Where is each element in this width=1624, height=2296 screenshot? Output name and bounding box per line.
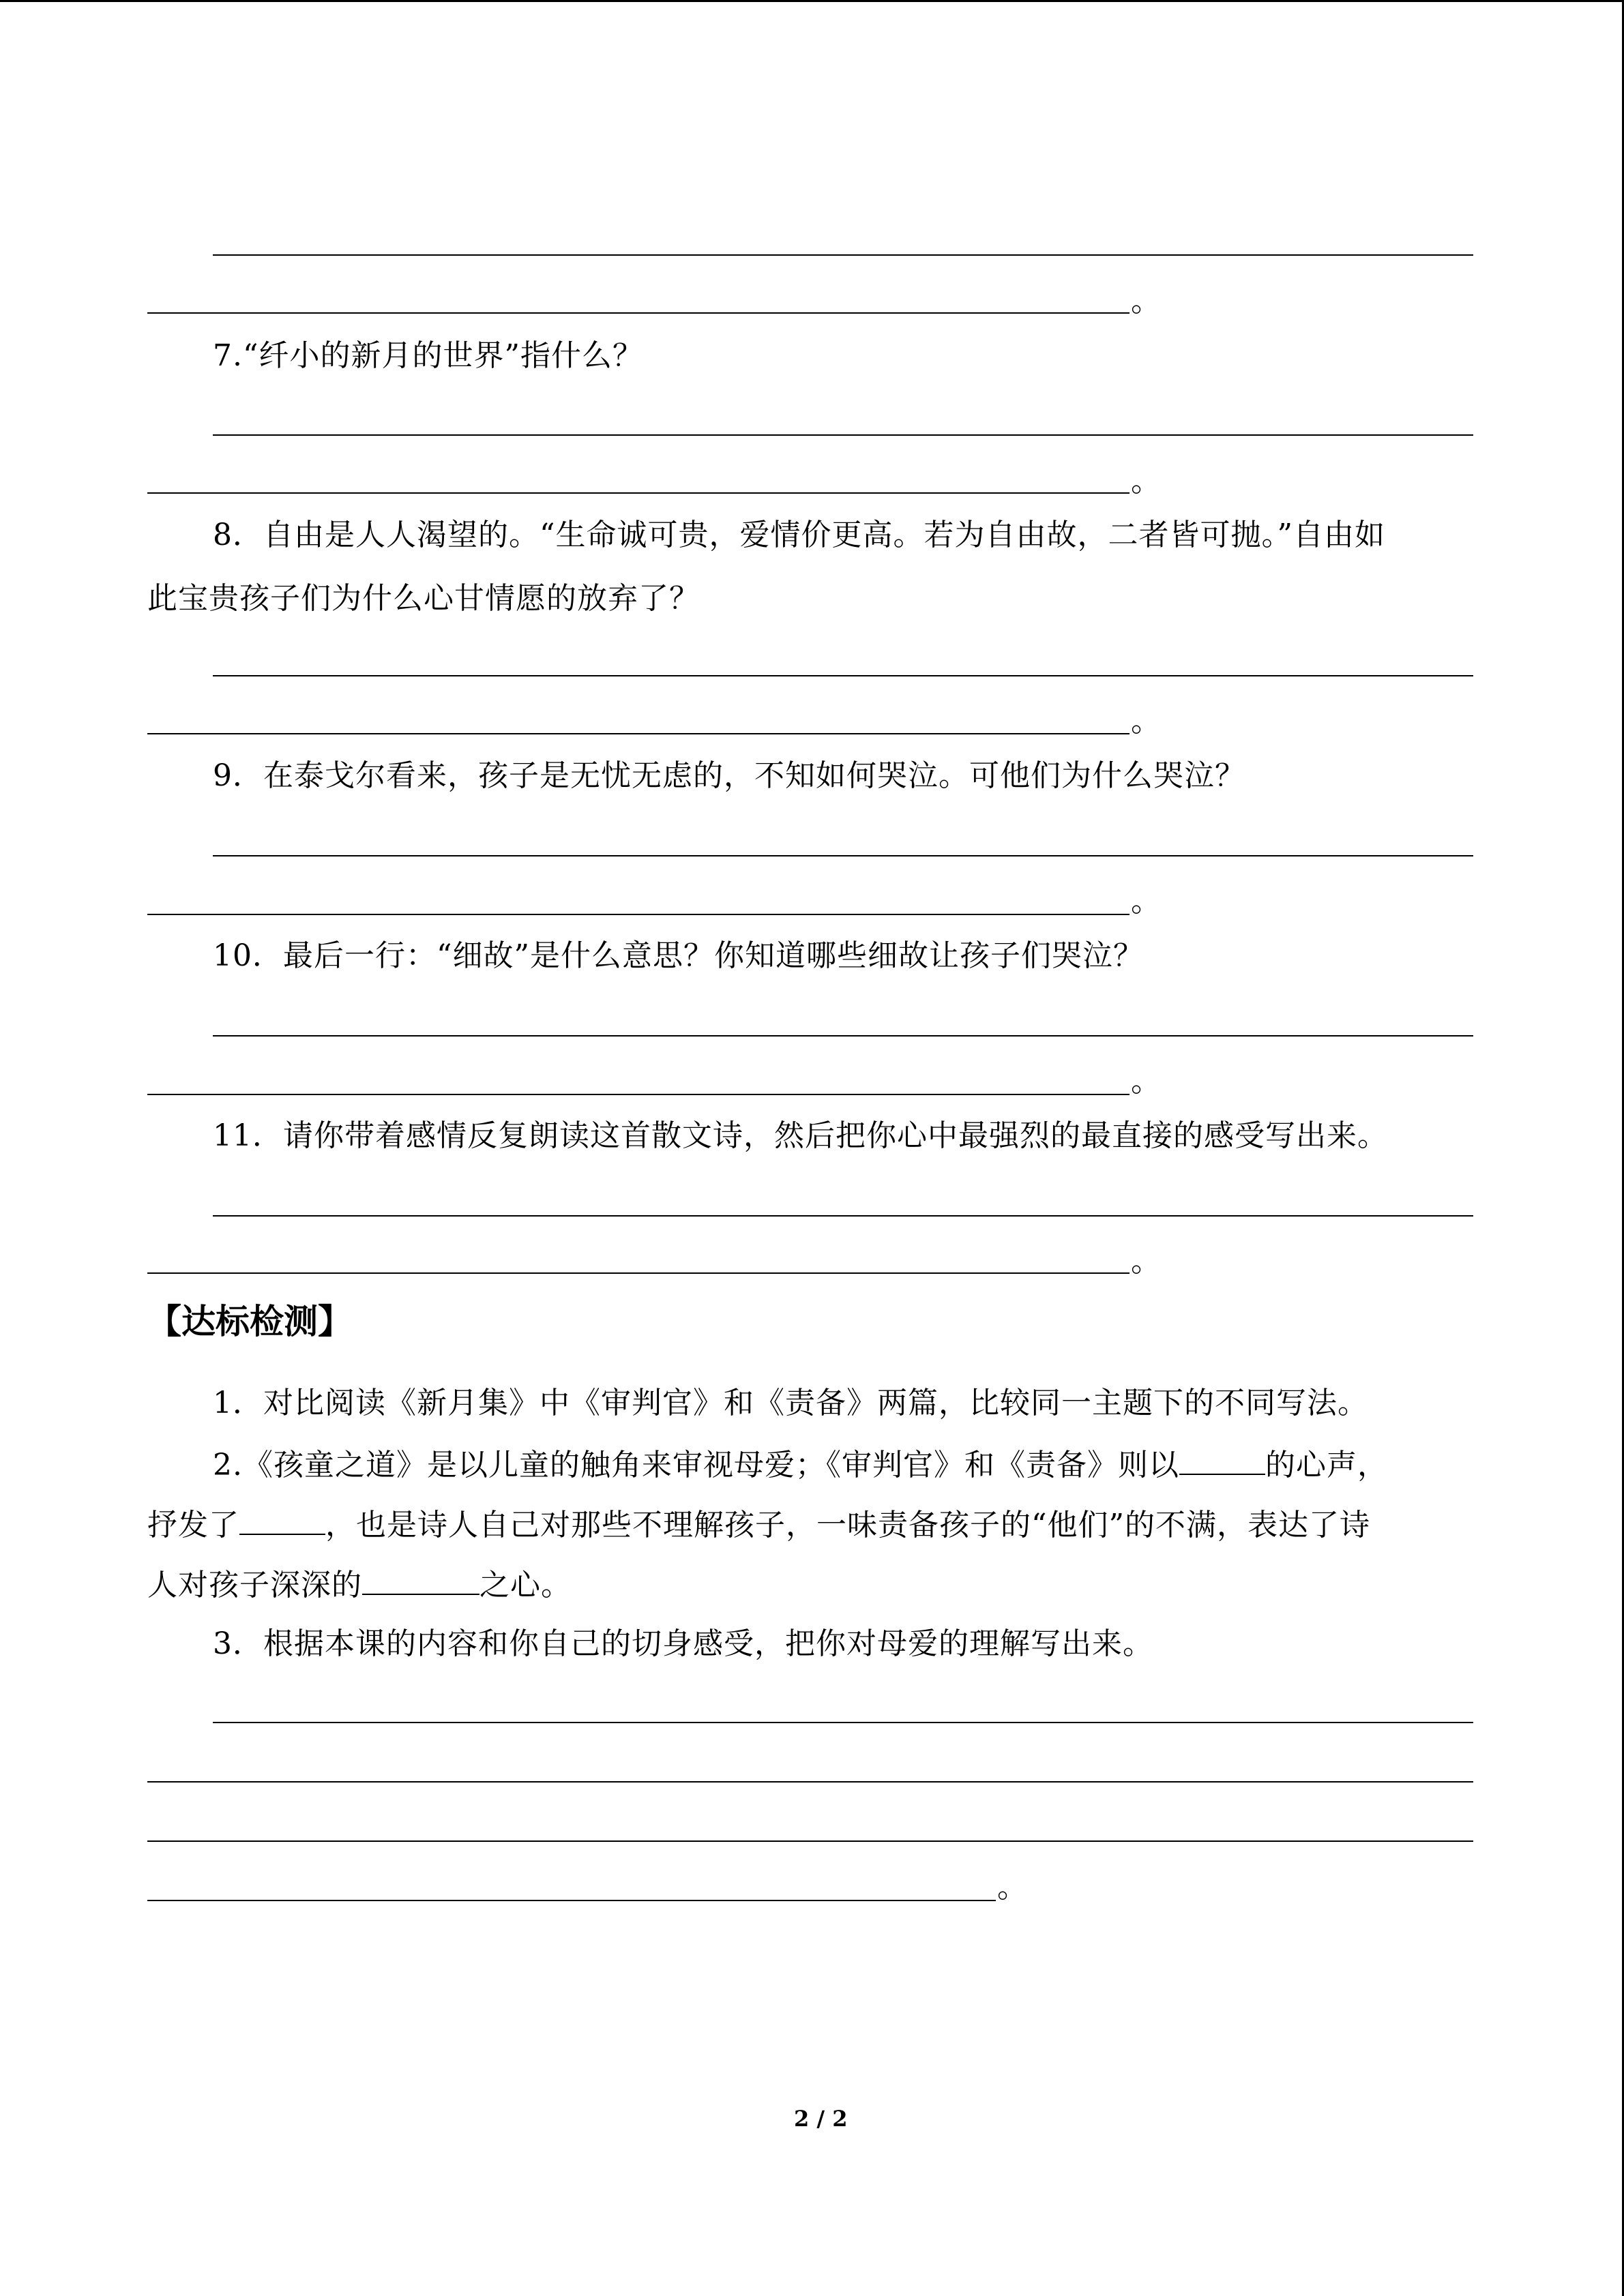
fill-blank[interactable]: [1179, 1444, 1265, 1475]
question-9: 9．在泰戈尔看来，孩子是无忧无虑的，不知如何哭泣。可他们为什么哭泣？: [213, 758, 1245, 793]
question-7: 7.“纤小的新月的世界”指什么？: [213, 338, 643, 373]
answer-line[interactable]: [213, 1215, 1473, 1217]
answer-line[interactable]: [213, 254, 1473, 256]
answer-line[interactable]: [147, 1272, 1130, 1274]
question-11: 11．请你带着感情反复朗读这首散文诗，然后把你心中最强烈的最直接的感受写出来。: [213, 1118, 1388, 1153]
answer-line[interactable]: [213, 855, 1473, 856]
top-border: [0, 0, 1624, 2]
period-mark: 。: [997, 1870, 1027, 1905]
item-3: 3．根据本课的内容和你自己的切身感受，把你对母爱的理解写出来。: [213, 1626, 1153, 1661]
answer-line[interactable]: [213, 1722, 1473, 1723]
item-2-line-3: [147, 1564, 572, 1606]
period-mark: 。: [1131, 884, 1161, 919]
fill-blank[interactable]: [239, 1504, 325, 1535]
fill-blank[interactable]: [362, 1564, 479, 1595]
answer-line[interactable]: [147, 1781, 1473, 1783]
period-mark: 。: [1131, 1064, 1161, 1099]
item-2-text-a: 2.《孩童之道》是以儿童的触角来审视母爱；《审判官》和《责备》则以: [213, 1448, 1179, 1482]
item-1: 1．对比阅读《新月集》中《审判官》和《责备》两篇，比较同一主题下的不同写法。: [213, 1386, 1368, 1420]
answer-line[interactable]: [147, 1900, 996, 1901]
item-2-text-c: 抒发了: [147, 1508, 239, 1542]
question-8-line-1: 8．自由是人人渴望的。“生命诚可贵，爱情价更高。若为自由故，二者皆可抛。”自由如: [213, 518, 1385, 552]
answer-line[interactable]: [213, 434, 1473, 436]
answer-line[interactable]: [213, 1035, 1473, 1037]
item-2-text-d: ，也是诗人自己对那些不理解孩子，一味责备孩子的“他们”的不满，表达了诗: [325, 1508, 1370, 1542]
answer-line[interactable]: [147, 1840, 1473, 1842]
question-10: 10．最后一行：“细故”是什么意思？你知道哪些细故让孩子们哭泣？: [213, 938, 1144, 973]
answer-line[interactable]: [147, 914, 1130, 915]
answer-line[interactable]: [147, 312, 1130, 314]
item-2-line-1: [213, 1444, 1388, 1486]
item-2-text-f: 之心。: [479, 1568, 572, 1602]
answer-line[interactable]: [213, 675, 1473, 676]
question-8-line-2: 此宝贵孩子们为什么心甘情愿的放弃了？: [147, 581, 700, 616]
period-mark: 。: [1131, 464, 1161, 498]
period-mark: 。: [1131, 284, 1161, 318]
section-heading: 【达标检测】: [147, 1302, 352, 1341]
period-mark: 。: [1131, 704, 1161, 739]
item-2-text-b: 的心声，: [1265, 1448, 1388, 1482]
answer-line[interactable]: [147, 492, 1130, 494]
answer-line[interactable]: [147, 1094, 1130, 1095]
answer-line[interactable]: [147, 733, 1130, 734]
page-number: 2 / 2: [794, 2106, 848, 2132]
item-2-text-e: 人对孩子深深的: [147, 1568, 362, 1602]
item-2-line-2: [147, 1504, 1370, 1546]
period-mark: 。: [1131, 1244, 1161, 1279]
